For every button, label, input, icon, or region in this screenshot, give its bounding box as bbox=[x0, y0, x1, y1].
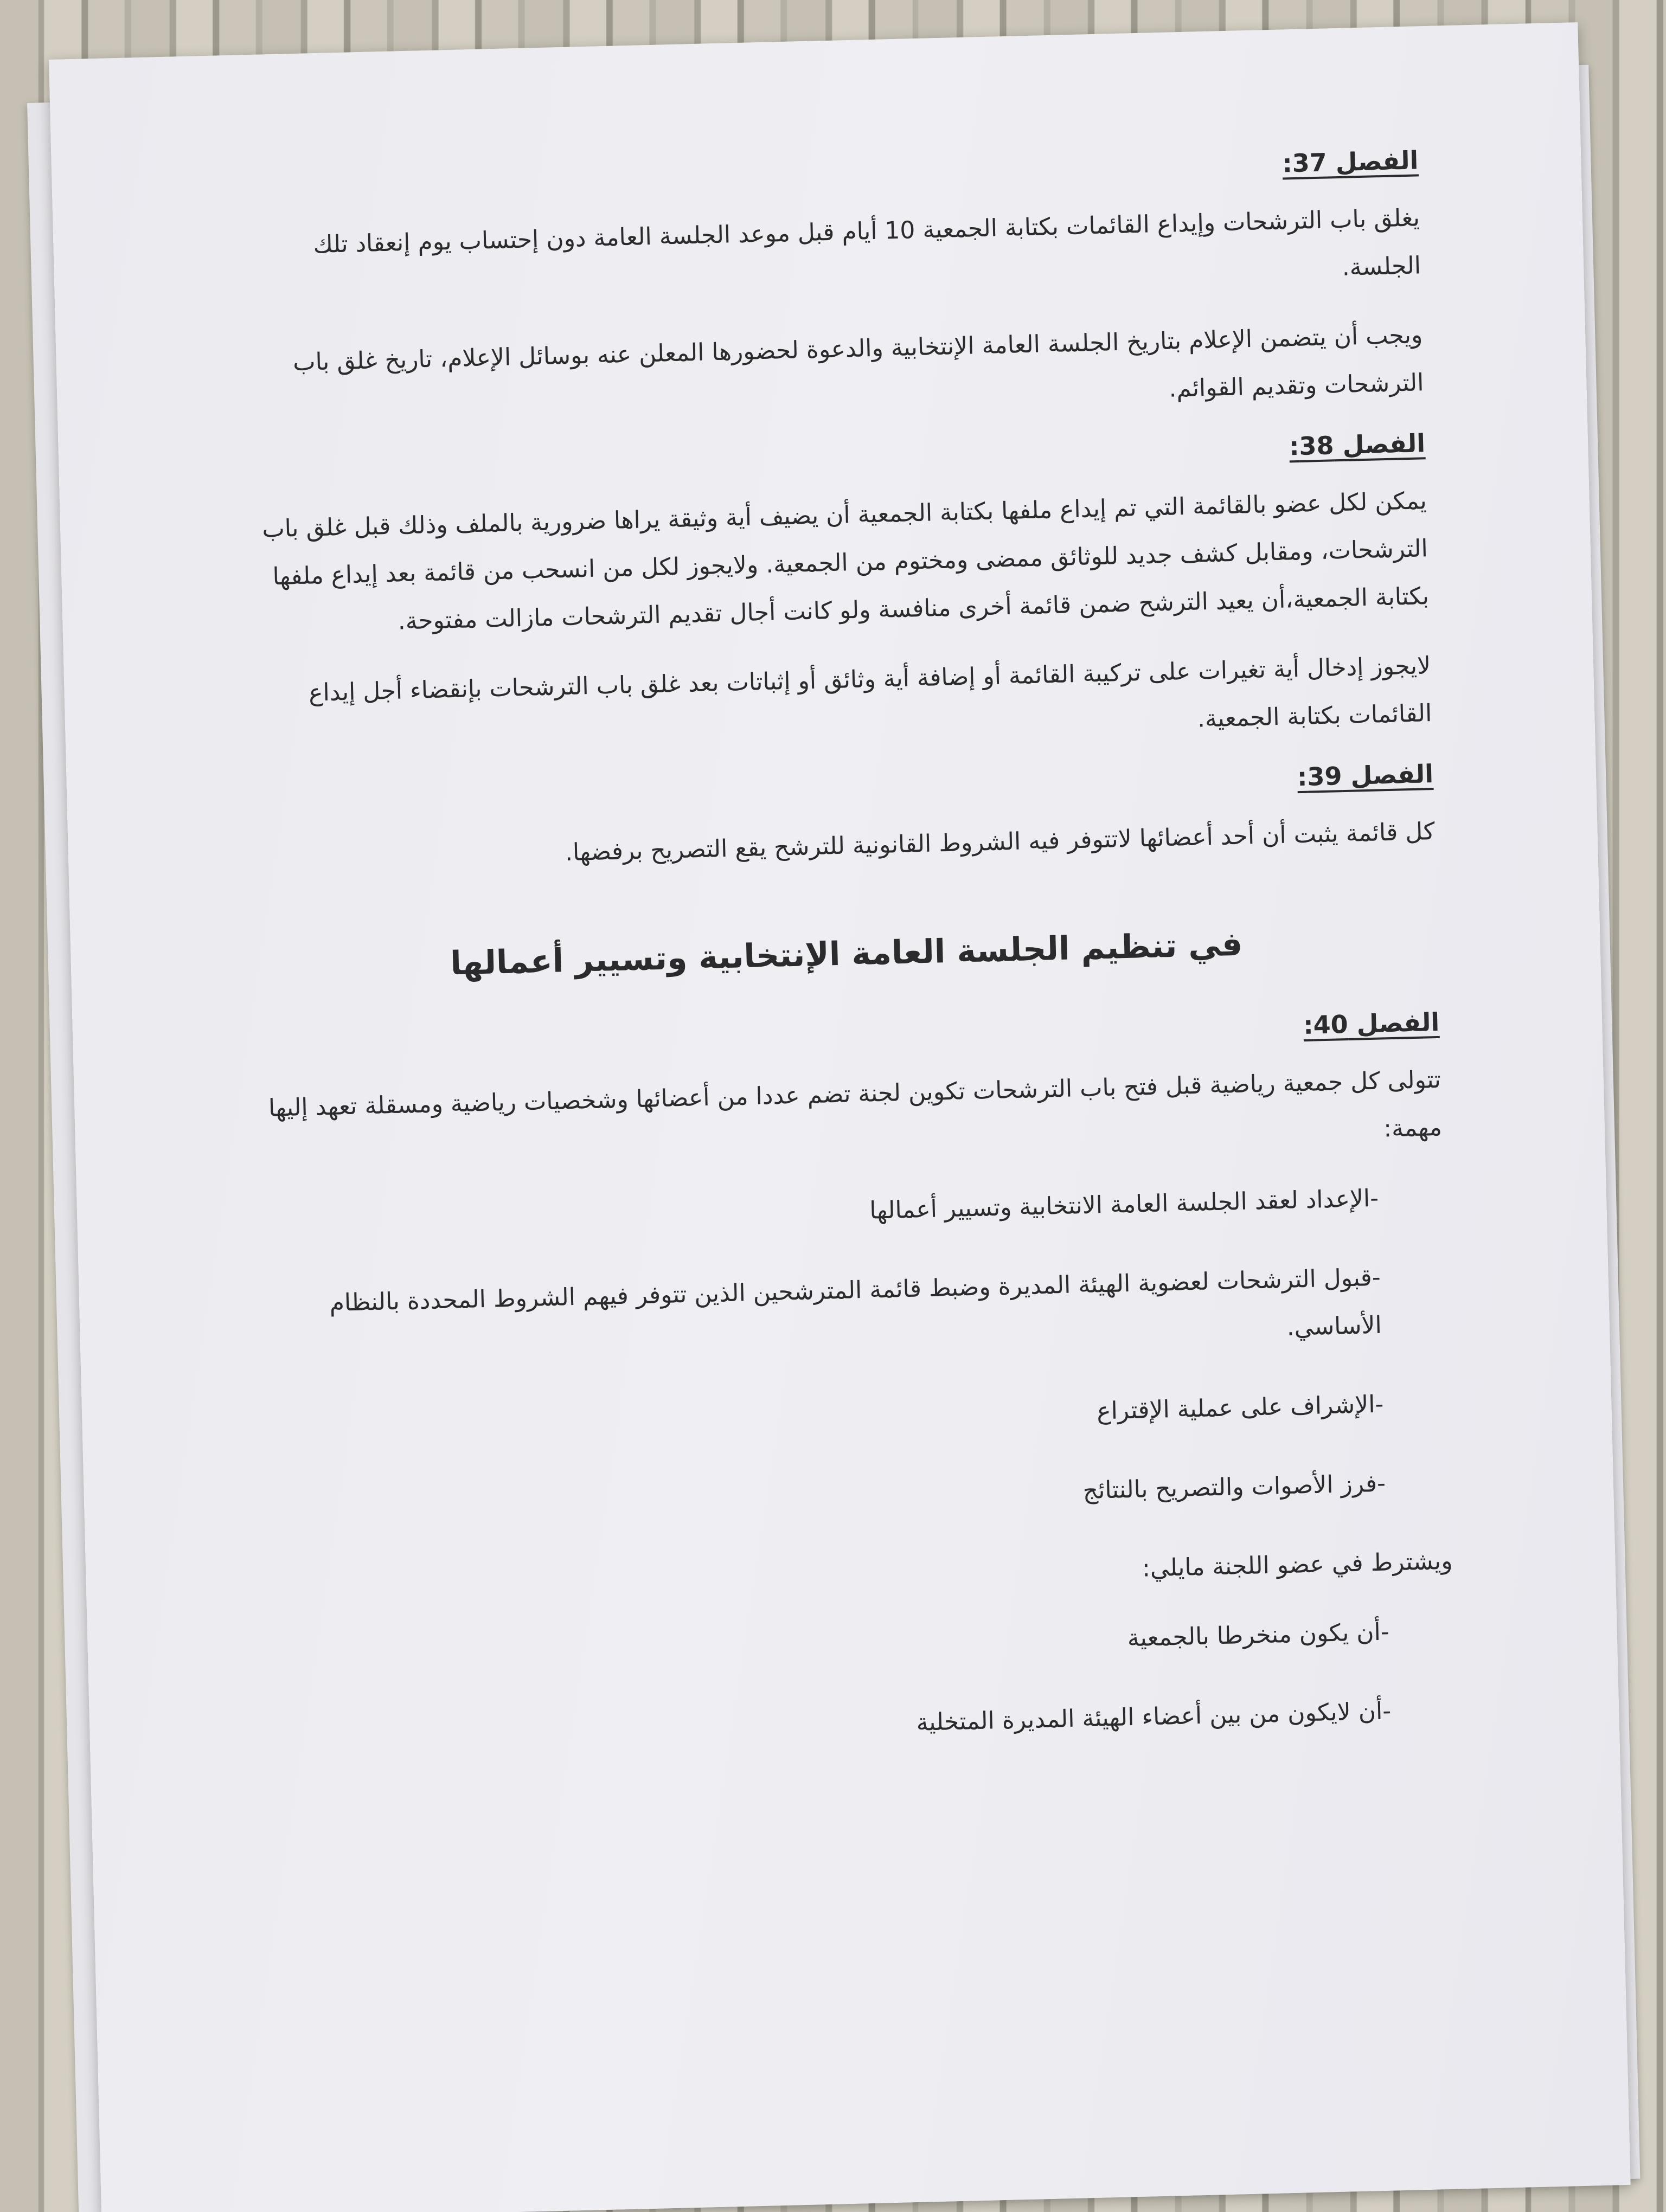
article-38 bbox=[243, 428, 1432, 766]
article-paragraph: يغلق باب الترشحات وإيداع القائمات بكتابة الجمعية 10 أيام قبل موعد الجلسة العامة دون إحتساب يوم إنعقاد تلك الجلسة. bbox=[312, 204, 1421, 281]
article-paragraph: كل قائمة يثبت أن أحد أعضائها لاتتوفر فيه الشروط القانونية للترشح يقع التصريح برفضها. bbox=[565, 817, 1436, 867]
article-intro: تتولى كل جمعية رياضية قبل فتح باب الترشحات تكوين لجنة تضم عددا من أعضائها وشخصيات رياضية ومسقلة تعهد إليها مهمة: bbox=[268, 1065, 1443, 1143]
condition-item: -أن لايكون من بين أعضاء الهيئة المديرة المتخلية bbox=[915, 1697, 1392, 1737]
section-title: في تنظيم الجلسة العامة الإنتخابية وتسيير أعمالها bbox=[450, 925, 1244, 983]
article-paragraph: يمكن لكل عضو بالقائمة التي تم إيداع ملفها بكتابة الجمعية أن يضيف أية وثيقة يراها ضرورية بالملف وذلك قبل غلق باب الترشحات، ومقابل كشف جديد للوثائق ممضى ومختوم من الجمعية. ولايجوز لكل من انسحب من قائمة بعد إيداع ملفها بكتابة الجمعية،أن يعيد الترشح ضمن قائمة أخرى منافسة ولو كانت أجال تقديم الترشحات مازالت مفتوحة. bbox=[261, 487, 1430, 635]
article-heading: الفصل 37: bbox=[1281, 145, 1419, 178]
article-40 bbox=[257, 1007, 1457, 1763]
page-content bbox=[236, 145, 1457, 1793]
article-paragraph: ويجب أن يتضمن الإعلام بتاريخ الجلسة العامة الإنتخابية والدعوة لحضورها المعلن عنه بوسائل الإعلام، تاريخ غلق باب الترشحات وتقديم القوائم. bbox=[292, 321, 1424, 403]
condition-item: -أن يكون منخرطا بالجمعية bbox=[1127, 1618, 1390, 1652]
article-paragraph: لايجوز إدخال أية تغيرات على تركيبة القائمة أو إضافة أية وثائق أو إثباتات بعد غلق باب الترشحات بإنقضاء أجل إيداع القائمات بكتابة الجمعية. bbox=[308, 652, 1432, 733]
task-item: -قبول الترشحات لعضوية الهيئة المديرة وضبط قائمة المترشحين الذين تتوفر فيهم الشروط المحددة بالنظام الأساسي. bbox=[329, 1263, 1382, 1341]
task-item: -فرز الأصوات والتصريح بالنتائج bbox=[1082, 1469, 1386, 1505]
article-heading: الفصل 39: bbox=[1297, 759, 1434, 792]
article-heading: الفصل 38: bbox=[1289, 428, 1426, 461]
task-item: -الإعداد لعقد الجلسة العامة الانتخابية وتسيير أعمالها bbox=[869, 1184, 1379, 1225]
article-37 bbox=[236, 145, 1424, 435]
condition-intro: ويشترط في عضو اللجنة مايلي: bbox=[1142, 1547, 1453, 1583]
article-39 bbox=[251, 759, 1436, 884]
task-item: -الإشراف على عملية الإقتراع bbox=[1096, 1390, 1384, 1425]
document-page bbox=[49, 22, 1631, 2212]
article-heading: الفصل 40: bbox=[1303, 1007, 1440, 1040]
